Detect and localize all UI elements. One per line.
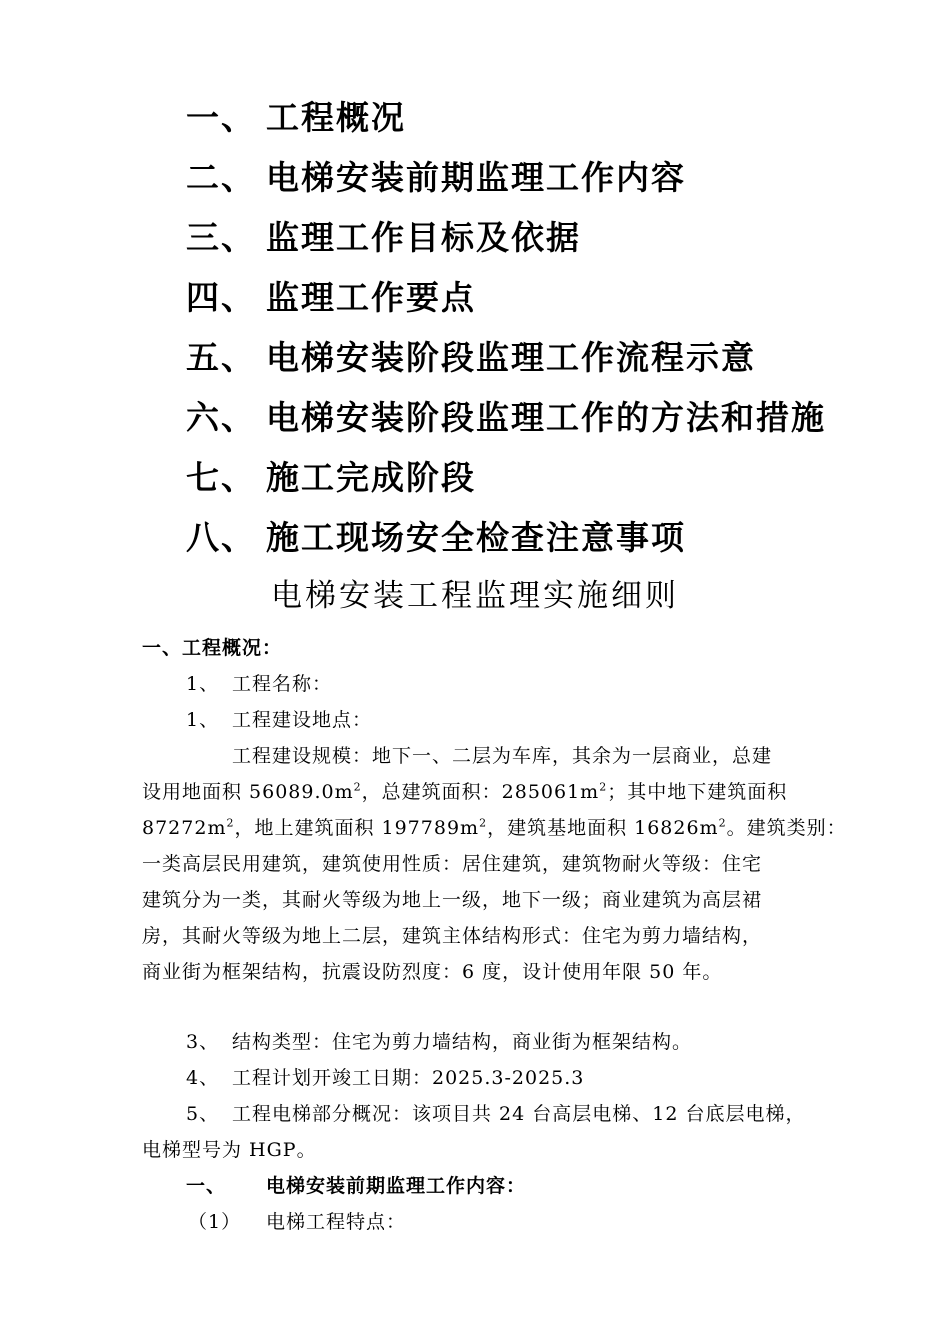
text-run: 设用地面积 56089.0m [142,781,354,803]
item-text: 工程名称： [232,673,333,695]
superscript: 2 [226,816,235,830]
toc-item [186,388,826,448]
section-title: 电梯安装前期监理工作内容： [266,1175,527,1197]
item-text: 工程电梯部分概况：该项目共 24 台高层电梯、12 台底层电梯， [232,1103,806,1125]
list-item [142,666,842,702]
list-item [142,1096,842,1132]
toc-title: 施工完成阶段 [266,458,476,497]
item-text: 工程计划开竣工日期：2025.3-2025.3 [232,1067,585,1089]
item-number: 3、 [186,1031,220,1053]
item-text: 电梯工程特点： [266,1211,407,1233]
toc-title: 监理工作要点 [266,278,476,317]
toc-item [186,448,826,508]
item-number: （1） [188,1211,242,1233]
toc-number: 八、 [186,518,256,557]
toc-item [186,508,826,568]
item-text: 工程建设地点： [232,709,373,731]
section-number: 一、 [186,1175,227,1197]
superscript: 2 [479,816,488,830]
superscript: 2 [718,816,727,830]
document-body [142,630,847,1240]
paragraph-line: 建筑分为一类，其耐火等级为地上一级，地下一级；商业建筑为高层裙 [142,889,763,911]
list-item [142,1060,842,1096]
superscript: 2 [353,780,362,794]
toc-title: 电梯安装阶段监理工作流程示意 [266,338,756,377]
section-heading: 一、工程概况： [142,637,283,659]
text-run: ；其中地下建筑面积 [607,781,788,803]
paragraph-line [142,810,847,846]
text-run: 。建筑类别： [726,817,847,839]
toc-number: 二、 [186,158,256,197]
toc-number: 五、 [186,338,256,377]
toc-number: 一、 [186,98,256,137]
table-of-contents [186,88,826,568]
toc-number: 三、 [186,218,256,257]
section-heading [142,1168,842,1204]
item-text: 结构类型：住宅为剪力墙结构，商业街为框架结构。 [232,1031,693,1053]
toc-item [186,268,826,328]
paragraph-line: 房，其耐火等级为地上二层，建筑主体结构形式：住宅为剪力墙结构， [142,925,763,947]
text-run: ，总建筑面积：285061m [361,781,600,803]
toc-item [186,88,826,148]
text-run: ，地上建筑面积 197789m [234,817,480,839]
spacer [142,990,842,1024]
item-number: 1、 [186,709,220,731]
toc-number: 四、 [186,278,256,317]
toc-item [186,328,826,388]
text-run: ，建筑基地面积 16826m [487,817,719,839]
list-item [142,1204,842,1240]
toc-number: 六、 [186,398,256,437]
toc-title: 监理工作目标及依据 [266,218,581,257]
list-item [142,702,842,738]
toc-title: 施工现场安全检查注意事项 [266,518,686,557]
toc-title: 电梯安装前期监理工作内容 [266,158,686,197]
item-number: 4、 [186,1067,220,1089]
toc-item [186,148,826,208]
list-item-continuation: 电梯型号为 HGP。 [142,1139,317,1161]
toc-item [186,208,826,268]
document-title: 电梯安装工程监理实施细则 [271,578,679,614]
paragraph-line: 商业街为框架结构，抗震设防烈度：6 度，设计使用年限 50 年。 [142,961,723,983]
item-number: 1、 [186,673,220,695]
list-item [142,1024,842,1060]
text-run: 87272m [142,817,227,839]
item-number: 5、 [186,1103,220,1125]
paragraph-line: 工程建设规模：地下一、二层为车库，其余为一层商业，总建 [232,745,773,767]
paragraph-line [142,774,842,810]
superscript: 2 [599,780,608,794]
toc-number: 七、 [186,458,256,497]
toc-title: 电梯安装阶段监理工作的方法和措施 [266,398,826,437]
scale-paragraph [142,738,847,990]
toc-title: 工程概况 [266,98,406,137]
paragraph-line: 一类高层民用建筑，建筑使用性质：居住建筑，建筑物耐火等级：住宅 [142,853,763,875]
